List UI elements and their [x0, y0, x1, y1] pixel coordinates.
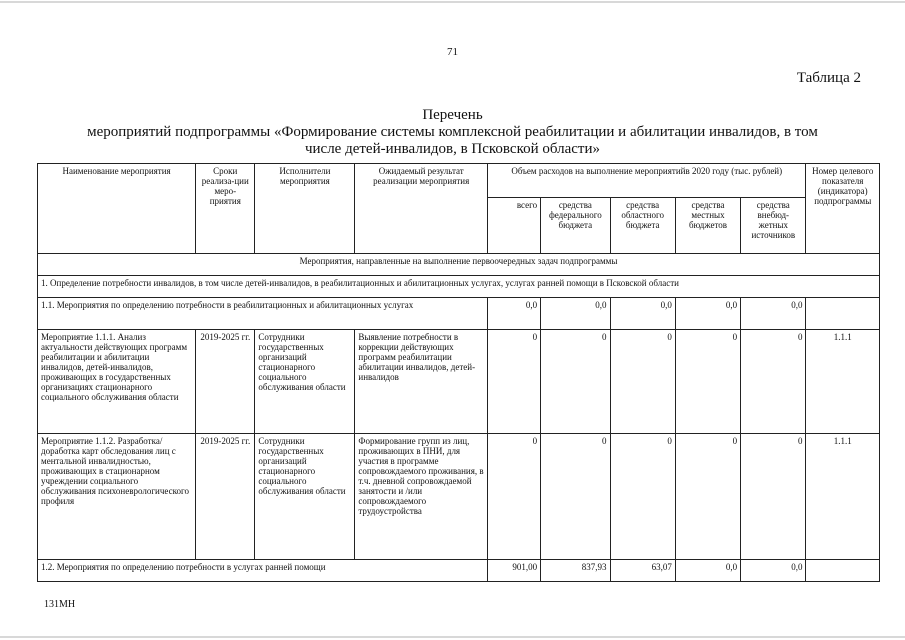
table-row [38, 298, 880, 330]
row-1-1-total: 0,0 [488, 298, 541, 330]
row-1-1-1-total: 0 [488, 330, 541, 434]
measures-table [37, 163, 880, 582]
table-row [38, 330, 880, 434]
row-1-1-local: 0,0 [675, 298, 740, 330]
header-offbudget: средства внебюд-жетных источников [741, 198, 806, 254]
header-indicator: Номер целевого показателя (индикатора) подпрограммы [806, 164, 880, 254]
row-1-2-name: 1.2. Мероприятия по определению потребности в услугах ранней помощи [38, 560, 488, 582]
row-1-1-2-terms: 2019-2025 гг. [196, 434, 255, 560]
row-1-1-offbudget: 0,0 [741, 298, 806, 330]
footer-code: 131МН [44, 599, 76, 610]
row-1-1-1-executors: Сотрудники государственных организаций стационарного социального обслуживания области [255, 330, 355, 434]
row-1-1-indicator [806, 298, 880, 330]
header-federal: средства федерального бюджета [541, 198, 610, 254]
section-primary: Мероприятия, направленные на выполнение первоочередных задач подпрограммы [38, 254, 880, 276]
row-1-1-1-name: Мероприятие 1.1.1. Анализ актуальности действующих программ реабилитации и абилитации инвалидов, детей-инвалидов, проживающих в государственных организациях стационарного социального обслуживания области [38, 330, 196, 434]
row-1-2-federal: 837,93 [541, 560, 610, 582]
row-1-2-indicator [806, 560, 880, 582]
row-1-2-total: 901,00 [488, 560, 541, 582]
row-1-1-2-regional: 0 [610, 434, 675, 560]
row-1-1-2-federal: 0 [541, 434, 610, 560]
row-1-1-2-total: 0 [488, 434, 541, 560]
title-line-2: мероприятий подпрограммы «Формирование системы комплексной реабилитации и абилитации инвалидов, в том [87, 124, 818, 140]
header-result: Ожидаемый результат реализации мероприятия [355, 164, 488, 254]
row-1-1-2-local: 0 [675, 434, 740, 560]
row-1-1-1-offbudget: 0 [741, 330, 806, 434]
header-total: всего [488, 198, 541, 254]
row-1-1-1-local: 0 [675, 330, 740, 434]
table-label: Таблица 2 [796, 70, 861, 86]
row-1-1-2-result: Формирование групп из лиц, проживающих в ПНИ, для участия в программе сопровождаемого проживания, в т.ч. дневной сопровождаемой занятости и /или сопровождаемого трудоустройства [355, 434, 488, 560]
header-executors: Исполнители мероприятия [255, 164, 355, 254]
section-row-1 [38, 276, 880, 298]
header-regional: средства областного бюджета [610, 198, 675, 254]
row-1-1-1-indicator: 1.1.1 [806, 330, 880, 434]
row-1-1-2-name: Мероприятие 1.1.2. Разработка/доработка карт обследования лиц с ментальной инвалидностью, проживающих в стационарном учреждении социального обслуживания психоневрологического профиля [38, 434, 196, 560]
header-name: Наименование мероприятия [38, 164, 196, 254]
section-1: 1. Определение потребности инвалидов, в том числе детей-инвалидов, в реабилитационных и абилитационных услугах, услугах ранней помощи в Псковской области [38, 276, 880, 298]
row-1-1-1-federal: 0 [541, 330, 610, 434]
row-1-1-regional: 0,0 [610, 298, 675, 330]
table-row [38, 560, 880, 582]
header-volume: Объем расходов на выполнение мероприятийв 2020 году (тыс. рублей) [488, 164, 806, 198]
header-local: средства местных бюджетов [675, 198, 740, 254]
title-line-1: Перечень [422, 107, 483, 123]
row-1-1-1-result: Выявление потребности в коррекции действующих программ реабилитации абилитации инвалидов, детей-инвалидов [355, 330, 488, 434]
table-row [38, 434, 880, 560]
row-1-1-2-indicator: 1.1.1 [806, 434, 880, 560]
row-1-1-2-offbudget: 0 [741, 434, 806, 560]
scan-edge-bottom [0, 636, 905, 638]
scan-edge-top [0, 1, 905, 3]
row-1-1-federal: 0,0 [541, 298, 610, 330]
title-line-3: числе детей-инвалидов, в Псковской области» [304, 141, 601, 157]
document-title [30, 107, 875, 158]
page-number: 71 [447, 46, 458, 58]
row-1-1-1-regional: 0 [610, 330, 675, 434]
row-1-1-name: 1.1. Мероприятия по определению потребности в реабилитационных и абилитационных услугах [38, 298, 488, 330]
header-terms: Сроки реализа-ции меро-приятия [196, 164, 255, 254]
row-1-1-1-terms: 2019-2025 гг. [196, 330, 255, 434]
row-1-2-regional: 63,07 [610, 560, 675, 582]
header-row-1 [38, 164, 880, 198]
row-1-1-2-executors: Сотрудники государственных организаций стационарного социального обслуживания области [255, 434, 355, 560]
row-1-2-offbudget: 0,0 [741, 560, 806, 582]
section-row-primary [38, 254, 880, 276]
row-1-2-local: 0,0 [675, 560, 740, 582]
